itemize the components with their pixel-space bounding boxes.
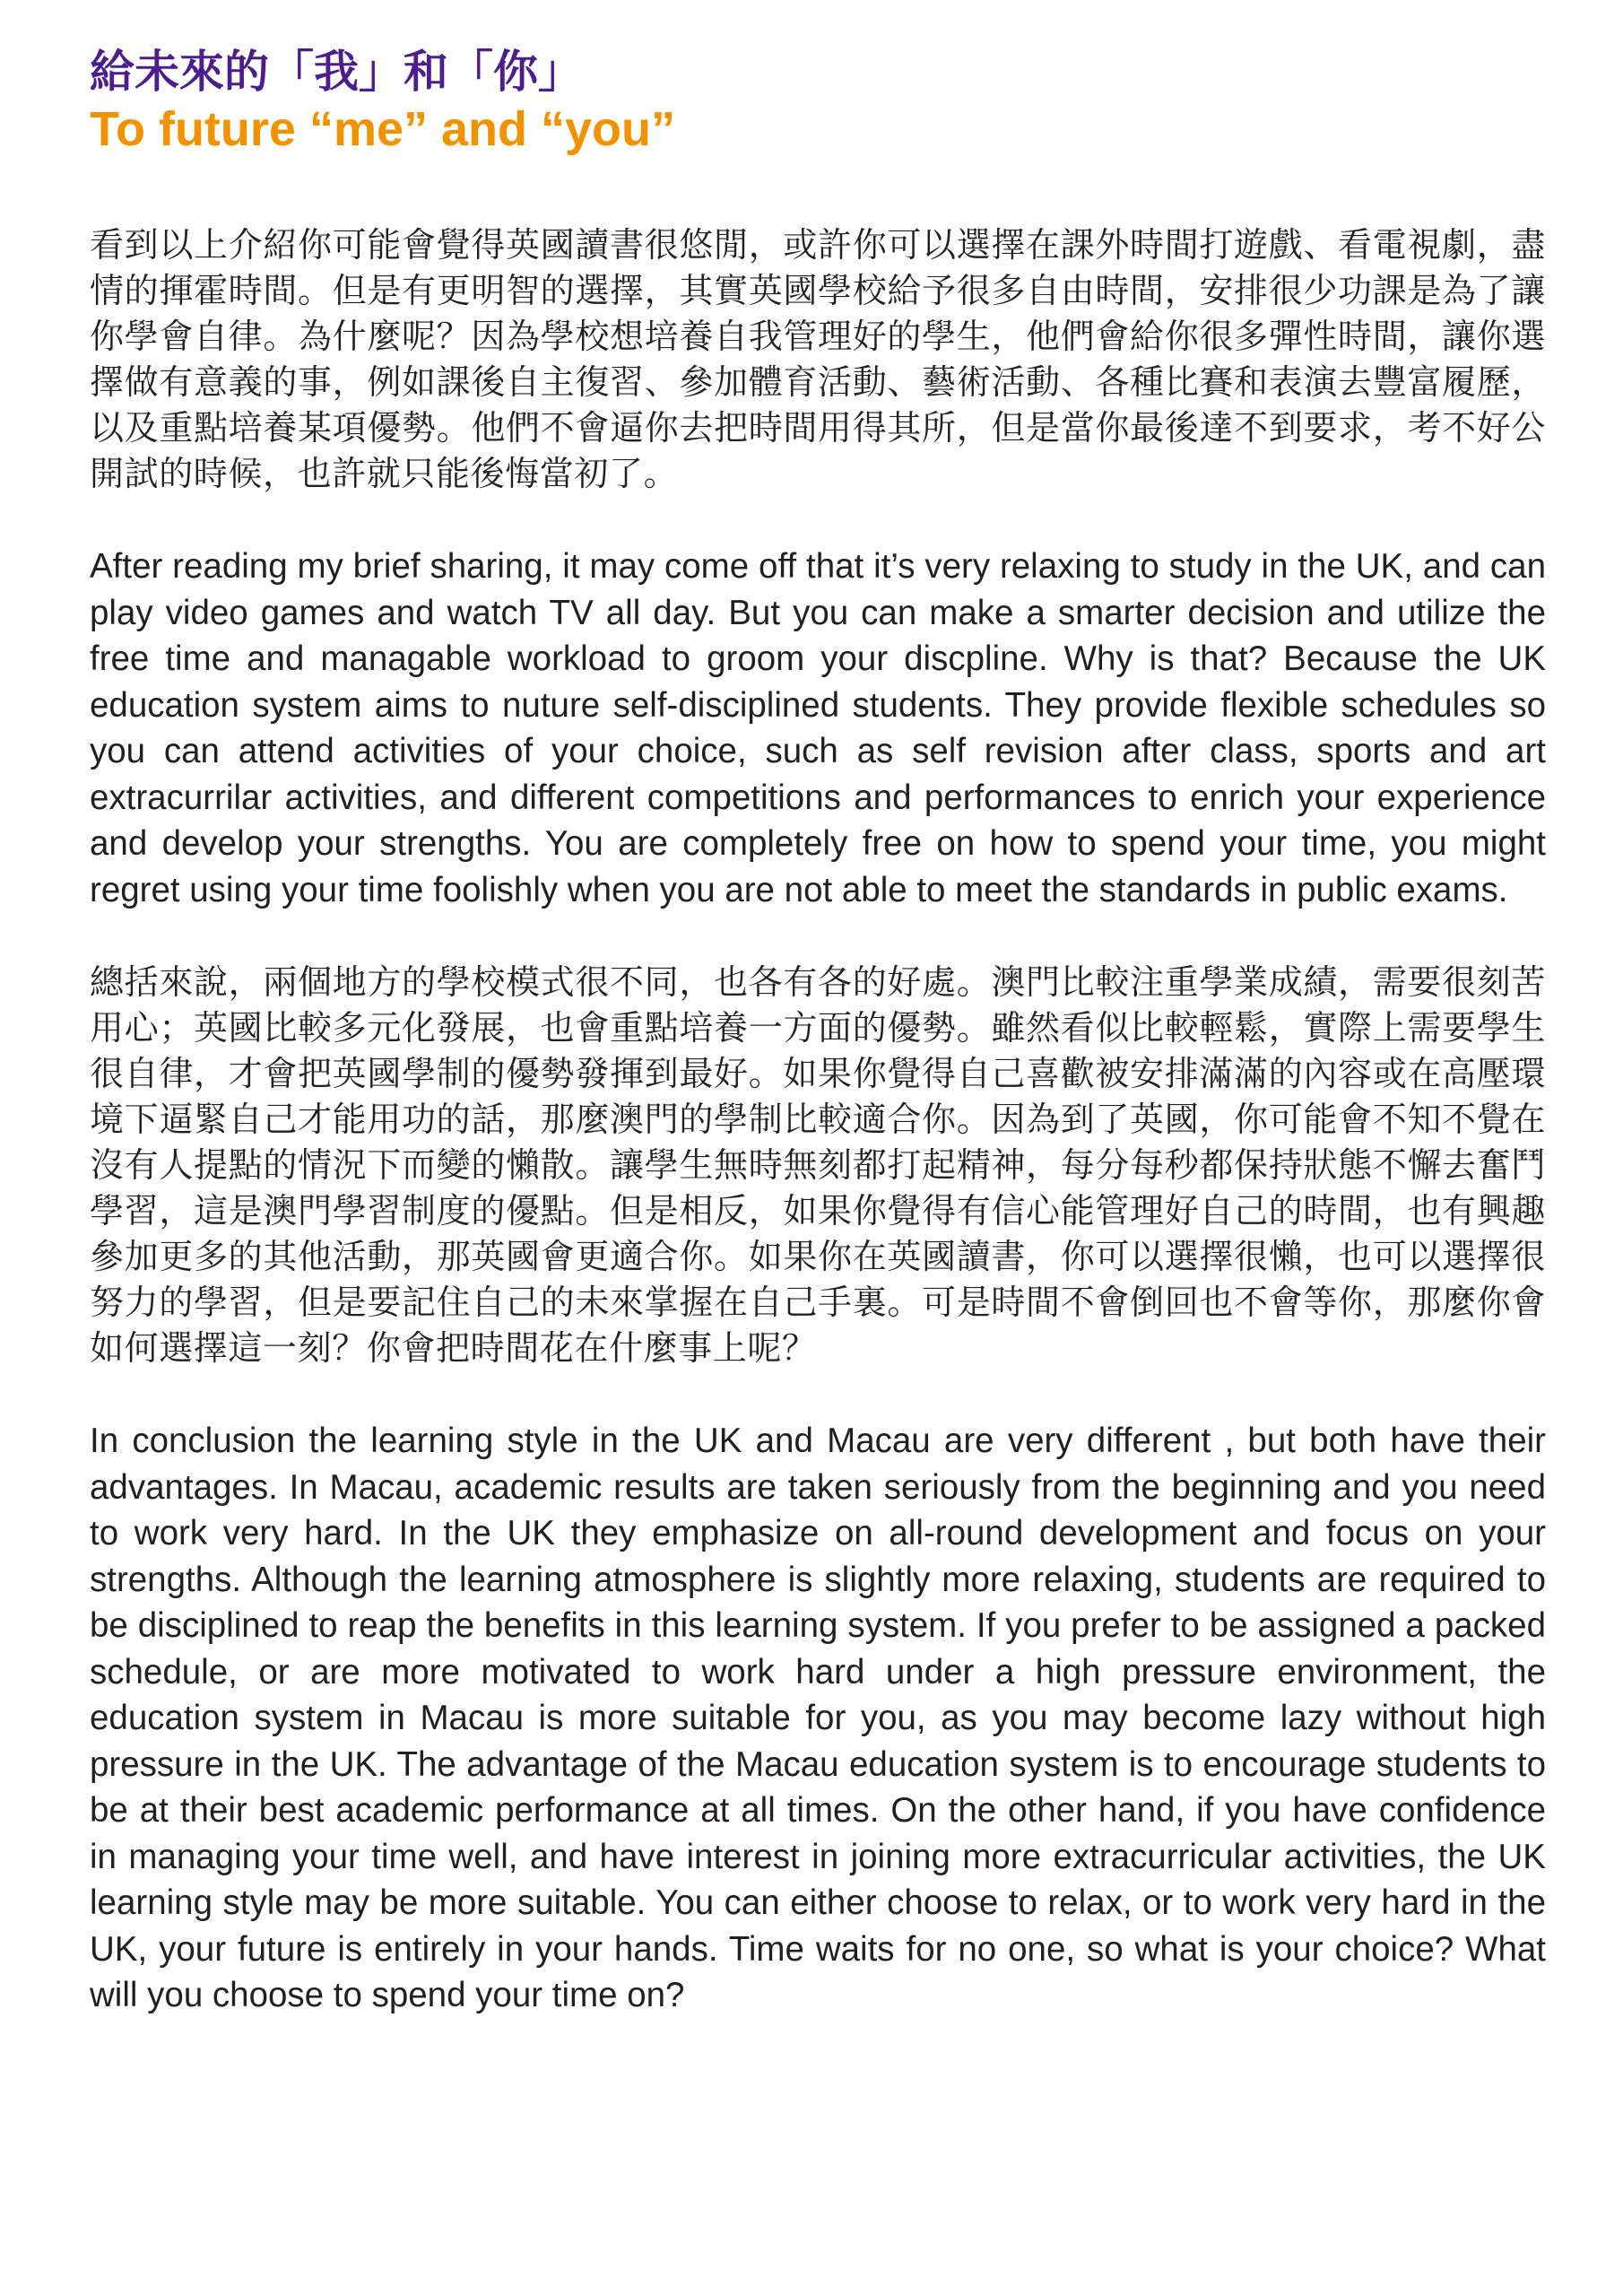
paragraph-english-1: After reading my brief sharing, it may come off that it’s very relaxing to study in the UK, and can play video games and watch TV all day. But you can make a smarter decision and utilize the free time and managable workload to groom your discpline. Why is that? Because the UK education system aims to nuture self-disciplined students. They provide flexible schedules so you can attend activities of your choice, such as self revision after class, sports and art extracurrilar activities, and different competitions and performances to enrich your experience and develop your strengths. You are completely free on how to spend your time, you might regret using your time foolishly when you are not able to meet the standards in public exams. — [90, 547, 1546, 909]
paragraph-english-2: In conclusion the learning style in the UK and Macau are very different , but both have their advantages. In Macau, academic results are taken seriously from the beginning and you need to work very hard. In the UK they emphasize on all-round development and focus on your strengths. Although the learning atmosphere is slightly more relaxing, students are required to be disciplined to reap the benefits in this learning system. If you prefer to be assigned a packed schedule, or are more motivated to work hard under a high pressure environment, the education system in Macau is more suitable for you, as you may become lazy without high pressure in the UK. The advantage of the Macau education system is to encourage students to be at their best academic performance at all times. On the other hand, if you have confidence in managing your time well, and have interest in joining more extracurricular activities, the UK learning style may be more suitable. You can either choose to relax, or to work very hard in the UK, your future is entirely in your hands. Time waits for no one, so what is your choice? What will you choose to spend your time on? — [90, 1422, 1546, 2014]
document-page — [90, 43, 1546, 2066]
page-title-chinese: 給未來的「我」和「你」 — [90, 46, 583, 98]
paragraph-chinese-2: 總括來說，兩個地方的學校模式很不同，也各有各的好處。澳門比較注重學業成績，需要很刻苦用心；英國比較多元化發展，也會重點培養一方面的優勢。雖然看似比較輕鬆，實際上需要學生很自律，才會把英國學制的優勢發揮到最好。如果你覺得自己喜歡被安排滿滿的內容或在高壓環境下逼緊自己才能用功的話，那麼澳門的學制比較適合你。因為到了英國，你可能會不知不覺在沒有人提點的情況下而變的懶散。讓學生無時無刻都打起精神，每分每秒都保持狀態不懈去奮鬥學習，這是澳門學習制度的優點。但是相反，如果你覺得有信心能管理好自己的時間，也有興趣參加更多的其他活動，那英國會更適合你。如果你在英國讀書，你可以選擇很懶，也可以選擇很努力的學習，但是要記住自己的未來掌握在自己手裏。可是時間不會倒回也不會等你，那麼你會如何選擇這一刻？你會把時間花在什麼事上呢？ — [90, 962, 1546, 1368]
page-title-english: To future “me” and “you” — [90, 102, 676, 156]
paragraph-chinese-1: 看到以上介紹你可能會覺得英國讀書很悠閒，或許你可以選擇在課外時間打遊戲、看電視劇，盡情的揮霍時間。但是有更明智的選擇，其實英國學校給予很多自由時間，安排很少功課是為了讓你學會自律。為什麼呢？因為學校想培養自我管理好的學生，他們會給你很多彈性時間，讓你選擇做有意義的事，例如課後自主復習、參加體育活動、藝術活動、各種比賽和表演去豐富履歷，以及重點培養某項優勢。他們不會逼你去把時間用得其所，但是當你最後達不到要求，考不好公開試的時候，也許就只能後悔當初了。 — [90, 225, 1546, 493]
